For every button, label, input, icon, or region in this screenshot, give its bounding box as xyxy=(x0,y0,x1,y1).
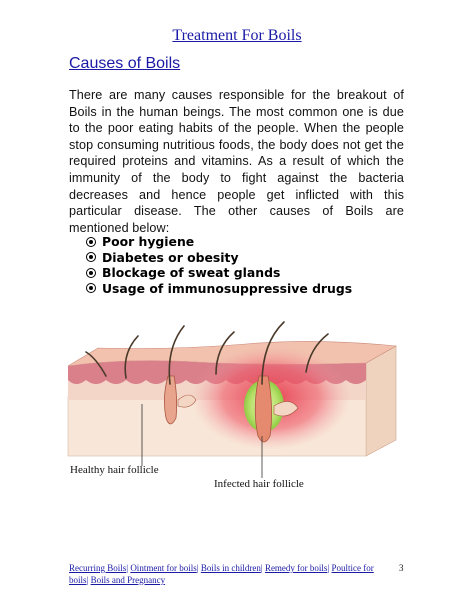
footer-link-ointment-for-boils[interactable]: Ointment for boils xyxy=(130,563,197,573)
section-heading: Causes of Boils xyxy=(69,55,181,72)
list-item-label: Blockage of sweat glands xyxy=(102,265,281,280)
infected-follicle-label: Infected hair follicle xyxy=(214,478,304,490)
footer-link-boils-and-pregnancy[interactable]: Boils and Pregnancy xyxy=(90,574,166,585)
footer-link-boils-in-children[interactable]: Boils in children xyxy=(200,563,261,573)
list-item-label: Usage of immunosuppressive drugs xyxy=(102,280,353,296)
circled-dot-bullet-icon xyxy=(86,252,96,262)
healthy-follicle-label: Healthy hair follicle xyxy=(70,464,159,476)
footer-links: Recurring Boils| Ointment for boils| Boils in children| Remedy for boils| Poultice for boils| Boils and Pregnancy xyxy=(69,563,374,585)
list-item-label: Diabetes or obesity xyxy=(102,249,239,265)
circled-dot-bullet-icon xyxy=(86,268,96,278)
skin-cross-section-figure xyxy=(66,318,416,500)
causes-list xyxy=(86,234,352,296)
list-item xyxy=(86,234,352,250)
infected-follicle xyxy=(255,376,271,442)
page-number: 3 xyxy=(399,563,404,573)
body-paragraph: There are many causes responsible for the breakout of Boils in the human beings. The most common one is due to the poor eating habits of the people. When the people stop consuming nutritious foods, the body does not get the required proteins and vitamins. As a result of which the immunity of the body to fight against the bacteria decreases and hence people get inflicted with this particular disease. The other causes of Boils are mentioned below: xyxy=(69,88,404,235)
list-item xyxy=(86,250,352,266)
list-item xyxy=(86,265,352,281)
block-side-face xyxy=(366,346,396,456)
circled-dot-bullet-icon xyxy=(86,283,96,293)
footer-link-recurring-boils[interactable]: Recurring Boils xyxy=(69,563,127,573)
page-title: Treatment For Boils xyxy=(172,27,302,44)
footer-link-poultice-for-boils[interactable]: Poultice for boils xyxy=(69,563,374,585)
footer-link-remedy-for-boils[interactable]: Remedy for boils xyxy=(264,563,328,573)
circled-dot-bullet-icon xyxy=(86,237,96,247)
list-item xyxy=(86,281,352,297)
list-item-label: Poor hygiene xyxy=(102,234,195,249)
